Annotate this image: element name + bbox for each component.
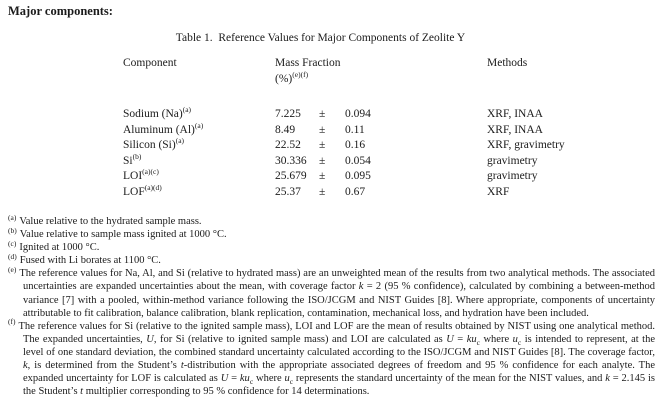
table-header-row bbox=[123, 56, 565, 87]
header-body-spacer bbox=[123, 87, 565, 107]
value-cell: 25.679 bbox=[275, 170, 307, 182]
table-title: Table 1. Reference Values for Major Components of Zeolite Y bbox=[175, 32, 466, 44]
spacer-cell bbox=[123, 87, 565, 107]
component-name: LOI bbox=[123, 170, 143, 182]
plus-minus-sign: ± bbox=[319, 170, 326, 182]
footnote-marker: (c) bbox=[8, 238, 17, 248]
footnote-text: The reference values for Na, Al, and Si (relative to hydrated mass) are an unweighted mean of the results from two analytical methods. The associated uncertainties are expanded uncertainties about the mean, with coverage factor k = 2 (95 % confidence), calculated by combining a between-method variance [7] with a pooled, within-method variance following the ISO/JCGM and NIST Guides [8]. Where appropriate, components of uncertainty attributable to fit calibration, balance calibration, blank replication, contamination, mechanical loss, and hydration have been included. bbox=[19, 268, 655, 319]
footnote-text: Ignited at 1000 °C. bbox=[19, 242, 100, 254]
table-row-silicon bbox=[123, 138, 565, 154]
footnote-marker: (d) bbox=[8, 251, 17, 261]
uncertainty-cell: 0.11 bbox=[345, 123, 365, 136]
plus-minus-sign: ± bbox=[319, 123, 326, 136]
column-header-mass-fraction bbox=[275, 56, 405, 87]
plus-minus-sign: ± bbox=[319, 154, 326, 167]
footnote-c bbox=[8, 238, 655, 254]
component-name: Silicon (Si) bbox=[123, 139, 176, 151]
value-cell: 25.37 bbox=[275, 185, 301, 198]
footnote-ref: (b) bbox=[132, 151, 142, 161]
footnote-e bbox=[8, 264, 655, 319]
footnote-marker: (e) bbox=[8, 264, 17, 274]
footnote-ref: (a) bbox=[175, 136, 185, 146]
uncertainty-cell: 0.095 bbox=[345, 170, 371, 182]
footnote-marker: (f) bbox=[8, 317, 16, 327]
footnotes-section bbox=[8, 212, 656, 398]
component-cell bbox=[123, 138, 275, 154]
gap-cell bbox=[405, 169, 487, 185]
uncertainty-cell: 0.16 bbox=[345, 139, 366, 151]
table-row-sodium bbox=[123, 107, 565, 123]
methods-cell: XRF, INAA bbox=[487, 108, 543, 120]
mass-fraction-label: Mass Fraction bbox=[275, 57, 341, 69]
mass-fraction-unit bbox=[275, 69, 405, 88]
component-name: Aluminum (Al) bbox=[123, 123, 195, 136]
table-row-si-ignited bbox=[123, 154, 565, 170]
plus-minus-sign: ± bbox=[319, 139, 326, 151]
gap-cell bbox=[405, 107, 487, 123]
reference-values-table bbox=[123, 56, 565, 200]
footnote-marker: (a) bbox=[8, 212, 17, 222]
footnote-marker: (b) bbox=[8, 225, 17, 235]
plus-minus-sign: ± bbox=[319, 108, 326, 120]
column-header-component: Component bbox=[123, 57, 177, 69]
component-cell bbox=[123, 120, 275, 139]
footnote-f bbox=[8, 317, 656, 399]
gap-cell bbox=[405, 123, 487, 139]
column-gap bbox=[405, 56, 487, 87]
value-cell: 22.52 bbox=[275, 139, 301, 151]
methods-cell: XRF, gravimetry bbox=[487, 139, 565, 151]
footnote-ref: (a)(d) bbox=[144, 182, 162, 192]
mass-fraction-footnote-refs: (e)(f) bbox=[292, 69, 309, 79]
component-name: Si bbox=[123, 154, 133, 167]
component-name: Sodium (Na) bbox=[123, 108, 183, 120]
footnote-text: Fused with Li borates at 1100 °C. bbox=[19, 255, 161, 267]
table-row-lof bbox=[123, 185, 565, 201]
percent-unit: (%) bbox=[275, 72, 293, 85]
table-row-aluminum bbox=[123, 123, 565, 139]
footnote-text: The reference values for Si (relative to the ignited sample mass), LOI and LOF are the mean of results obtained by NIST using one analytical method. The expanded uncertainties, U, for Si (relative to ignited sample mass) and LOI are calculated as $U = ku_c$ where $u_c$ is intended to represent, at the level of one standard deviation, the combined standard uncertainty calculated according to the ISO/JCGM and NIST Guides [8]. The coverage factor, k, is determined from the Student’s t-distribution with the appropriate associated degrees of freedom and 95 % confidence for each analyte. The expanded uncertainty for LOF is calculated as $U = ku_c$ where $u_c$ represents the standard uncertainty of the mean for the NIST values, and k = 2.145 is the Student’s t multiplier corresponding to 95 % confidence for 14 determinations. bbox=[18, 320, 656, 398]
footnote-text: Value relative to sample mass ignited at 1000 °C. bbox=[19, 229, 227, 241]
value-cell: 30.336 bbox=[275, 154, 307, 167]
component-name: LOF bbox=[123, 185, 145, 198]
footnote-ref: (a)(c) bbox=[142, 167, 159, 177]
value-cell: 7.225 bbox=[275, 108, 301, 120]
footnote-ref: (a) bbox=[182, 105, 192, 115]
methods-cell: gravimetry bbox=[487, 170, 538, 182]
column-header-methods: Methods bbox=[487, 57, 528, 69]
footnote-ref: (a) bbox=[194, 120, 204, 130]
uncertainty-cell: 0.094 bbox=[345, 108, 371, 120]
uncertainty-cell: 0.67 bbox=[345, 185, 366, 198]
methods-cell: XRF, INAA bbox=[487, 123, 543, 136]
section-heading: Major components: bbox=[8, 4, 113, 18]
gap-cell bbox=[405, 154, 487, 170]
gap-cell bbox=[405, 185, 487, 201]
footnote-a bbox=[8, 212, 655, 228]
plus-minus-sign: ± bbox=[319, 185, 326, 198]
methods-cell: gravimetry bbox=[487, 154, 538, 167]
gap-cell bbox=[405, 138, 487, 154]
value-cell: 8.49 bbox=[275, 123, 296, 136]
component-cell bbox=[123, 182, 275, 201]
footnote-d bbox=[8, 251, 655, 267]
footnote-text: Value relative to the hydrated sample mass. bbox=[19, 216, 202, 227]
footnote-b bbox=[8, 225, 655, 241]
uncertainty-cell: 0.054 bbox=[345, 154, 371, 167]
methods-cell: XRF bbox=[487, 185, 510, 198]
table-row-loi bbox=[123, 169, 565, 185]
